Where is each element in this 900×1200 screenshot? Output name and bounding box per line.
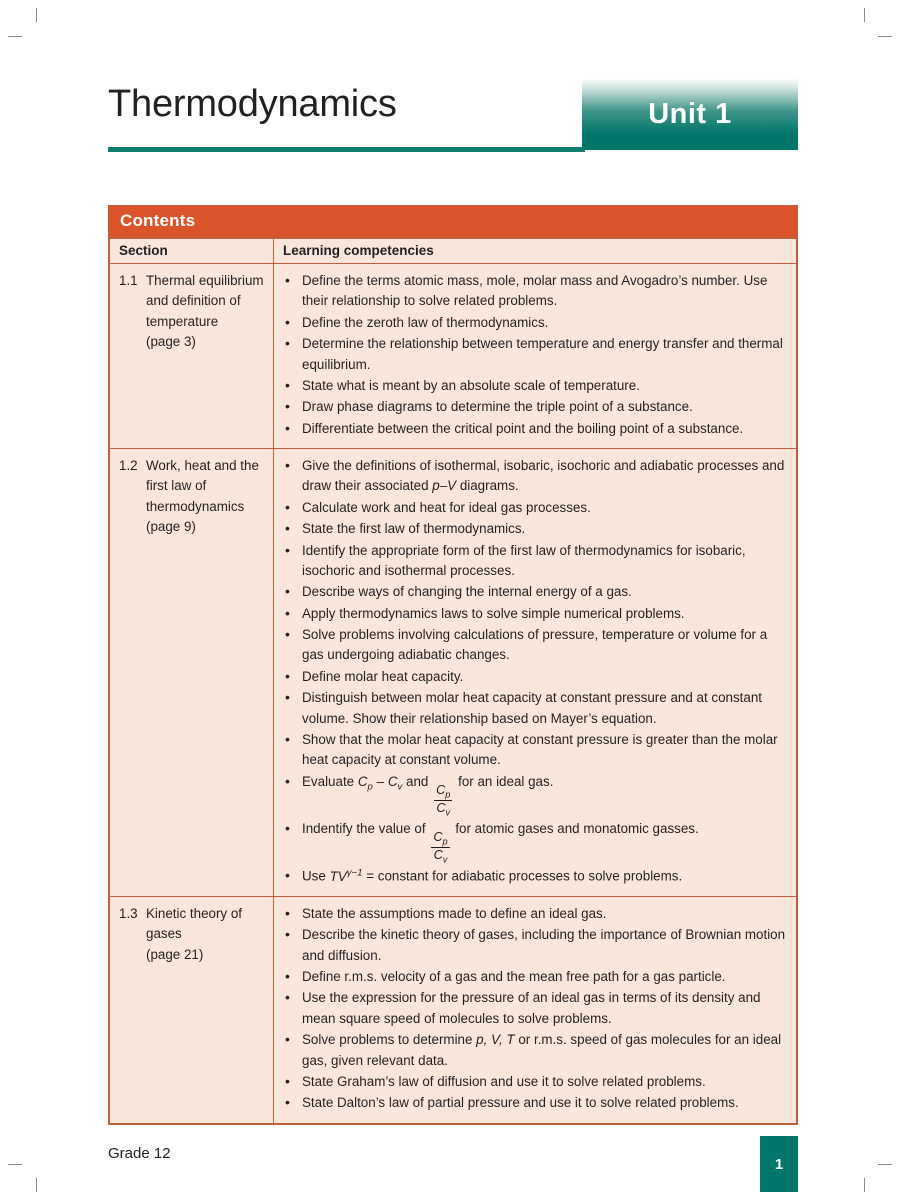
section-page-ref: (page 21) — [146, 946, 204, 962]
competency-text-part: Give the definitions of isothermal, isobaric, isochoric and adiabatic processes and draw their associated — [302, 458, 785, 494]
fraction-numerator: $C_p$ — [433, 828, 448, 847]
cv-symbol: $C_v$ — [387, 773, 403, 793]
list-item: • State the first law of thermodynamics. — [283, 519, 788, 539]
competency-list — [283, 456, 788, 887]
footer-grade-label: Grade 12 — [108, 1145, 171, 1162]
competency-text-part: diagrams. — [456, 478, 519, 494]
page-number: 1 — [774, 1155, 784, 1173]
list-item: • Identify the appropriate form of the first law of thermodynamics for isobaric, isochoric and isothermal processes. — [283, 541, 788, 582]
crop-mark-top-left — [36, 8, 37, 22]
competencies-cell-1-2 — [274, 449, 797, 897]
crop-mark-bottom-left — [36, 1178, 37, 1192]
toc-header-row — [110, 239, 797, 264]
list-item: • Apply thermodynamics laws to solve simple numerical problems. — [283, 604, 788, 624]
competency-text-part: Solve problems to determine — [302, 1032, 477, 1048]
list-item: • State the assumptions made to define an ideal gas. — [283, 904, 788, 924]
list-item: • Draw phase diagrams to determine the triple point of a substance. — [283, 397, 788, 417]
crop-mark-left-bottom — [8, 1164, 22, 1165]
section-page-ref: (page 3) — [146, 334, 196, 350]
tv-gamma-symbol: $TV^{\gamma-1}$ — [329, 867, 363, 884]
crop-mark-bottom-right — [864, 1178, 865, 1192]
list-item — [283, 456, 788, 497]
column-header-competencies: Learning competencies — [274, 239, 797, 264]
list-item: • Show that the molar heat capacity at constant pressure is greater than the molar heat capacity at constant volume. — [283, 730, 788, 771]
use-suffix: = constant for adiabatic processes to solve problems. — [366, 868, 683, 884]
page-header — [108, 78, 798, 154]
p-v-symbol: p–V — [432, 478, 457, 494]
competency-list — [283, 271, 788, 439]
fraction-denominator: $C_v$ — [431, 847, 449, 865]
toc-table — [109, 238, 797, 1124]
cp-over-cv-fraction — [431, 830, 449, 865]
list-item: • Define r.m.s. velocity of a gas and the mean free path for a gas particle. — [283, 967, 788, 987]
cp-symbol: $C_p$ — [357, 773, 373, 793]
evaluate-suffix: for an ideal gas. — [458, 773, 554, 789]
minus-sign: – — [376, 773, 385, 789]
unit-badge-label: Unit 1 — [648, 97, 732, 130]
table-row — [110, 896, 797, 1123]
cp-over-cv-fraction — [434, 783, 452, 818]
contents-table — [108, 205, 798, 1125]
list-item: • Distinguish between molar heat capacity at constant pressure and at constant volume. Show their relationship based on Mayer’s equation. — [283, 688, 788, 729]
competency-list — [283, 904, 788, 1114]
use-prefix: Use — [302, 868, 326, 884]
list-item-indentify-cp-cv — [283, 819, 788, 865]
contents-title: Contents — [120, 211, 196, 230]
section-number: 1.3 — [119, 905, 138, 921]
list-item: • Calculate work and heat for ideal gas processes. — [283, 498, 788, 518]
column-header-section: Section — [110, 239, 274, 264]
page-number-box — [760, 1136, 798, 1192]
list-item: • Use the expression for the pressure of an ideal gas in terms of its density and mean square speed of molecules to solve problems. — [283, 988, 788, 1029]
list-item: • Solve problems involving calculations of pressure, temperature or volume for a gas undergoing adiabatic changes. — [283, 625, 788, 666]
section-name: Work, heat and the first law of thermodynamics — [146, 458, 259, 514]
section-cell-1-3 — [110, 896, 274, 1123]
unit-badge — [582, 78, 798, 150]
list-item: • State Dalton’s law of partial pressure and use it to solve related problems. — [283, 1093, 788, 1113]
title-underline-rule — [108, 147, 585, 152]
list-item: • Define the terms atomic mass, mole, molar mass and Avogadro’s number. Use their relationship to solve related problems. — [283, 271, 788, 312]
crop-mark-right-bottom — [878, 1164, 892, 1165]
section-page-ref: (page 9) — [146, 519, 196, 535]
list-item: • Define the zeroth law of thermodynamics. — [283, 313, 788, 333]
list-item: • State what is meant by an absolute scale of temperature. — [283, 376, 788, 396]
competency-text-part: or r.m.s. speed of gas molecules for an ideal gas, given relevant data. — [302, 1032, 782, 1068]
indentify-suffix: for atomic gases and monatomic gasses. — [455, 820, 699, 836]
list-item: • Describe ways of changing the internal energy of a gas. — [283, 582, 788, 602]
and-label: and — [406, 773, 429, 789]
p-v-t-symbols: p, V, T — [476, 1032, 515, 1048]
evaluate-label: Evaluate — [302, 773, 355, 789]
crop-mark-right-top — [878, 36, 892, 37]
section-number: 1.2 — [119, 458, 138, 473]
crop-mark-top-right — [864, 8, 865, 22]
list-item: • Differentiate between the critical point and the boiling point of a substance. — [283, 419, 788, 439]
page-title: Thermodynamics — [108, 83, 397, 125]
fraction-numerator: $C_p$ — [436, 781, 451, 800]
table-row — [110, 264, 797, 449]
competencies-cell-1-1 — [274, 264, 797, 449]
section-name: Kinetic theory of gases — [146, 905, 243, 942]
section-cell-1-2 — [110, 449, 274, 897]
indentify-prefix: Indentify the value of — [302, 820, 426, 836]
list-item-evaluate-cp-cv — [283, 772, 788, 818]
list-item: • Define molar heat capacity. — [283, 667, 788, 687]
section-cell-1-1 — [110, 264, 274, 449]
crop-mark-left-top — [8, 36, 22, 37]
fraction-denominator: $C_v$ — [434, 800, 452, 818]
contents-title-bar — [109, 206, 797, 238]
list-item: • Determine the relationship between temperature and energy transfer and thermal equilibrium. — [283, 334, 788, 375]
section-name: Thermal equilibrium and definition of temperature — [146, 273, 264, 329]
list-item: • State Graham’s law of diffusion and use it to solve related problems. — [283, 1072, 788, 1092]
table-row — [110, 449, 797, 897]
competencies-cell-1-3 — [274, 896, 797, 1123]
list-item: • Describe the kinetic theory of gases, including the importance of Brownian motion and diffusion. — [283, 925, 788, 966]
list-item-adiabatic-equation — [283, 866, 788, 887]
section-number: 1.1 — [119, 273, 138, 288]
list-item — [283, 1030, 788, 1071]
